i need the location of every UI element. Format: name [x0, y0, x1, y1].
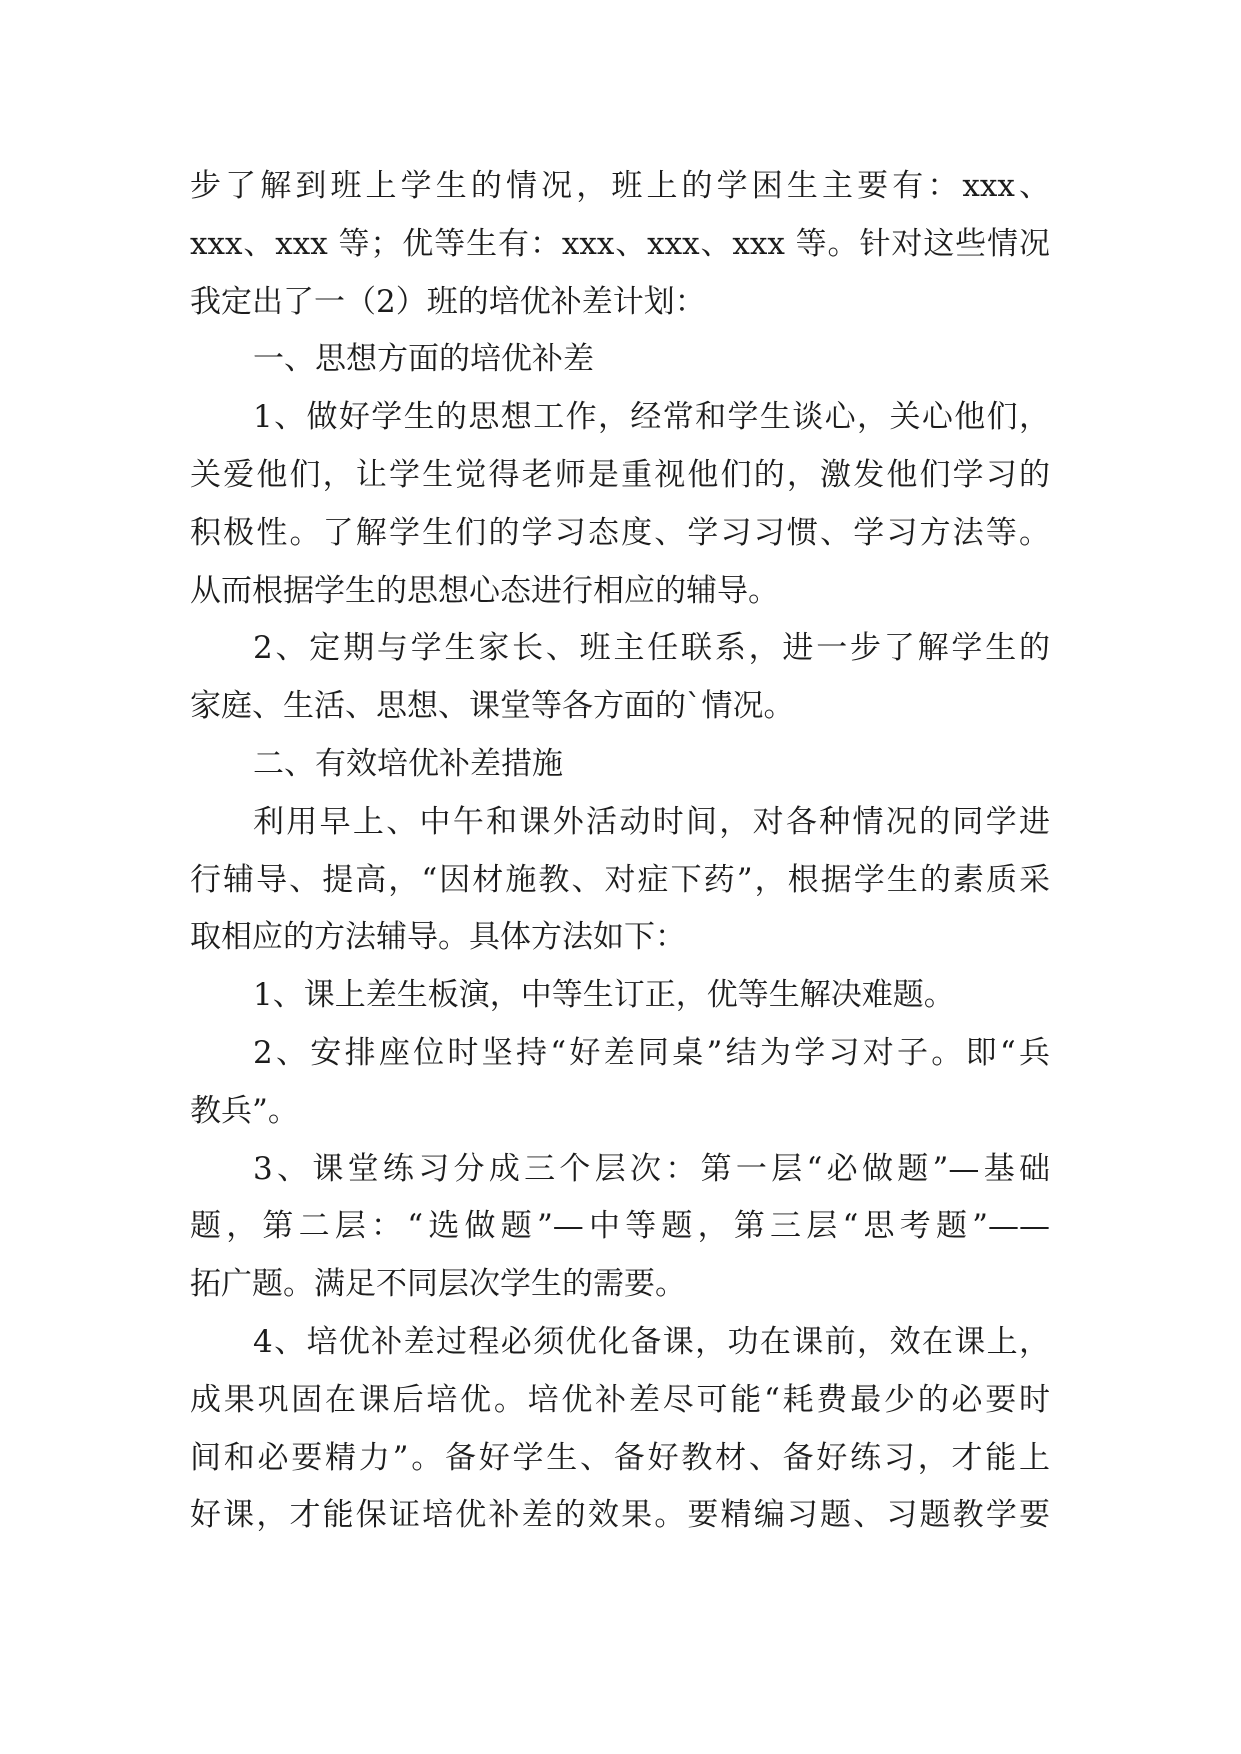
- text-line: 教兵”。: [190, 1092, 299, 1129]
- text-line: 4、培优补差过程必须优化备课，功在课前，效在课上，: [253, 1323, 1050, 1360]
- text-line: 拓广题。满足不同层次学生的需要。: [190, 1266, 686, 1303]
- text-line: 我定出了一（2）班的培优补差计划：: [190, 283, 706, 320]
- text-line: 题，第二层：“选做题”—中等题，第三层“思考题”——: [190, 1208, 1050, 1245]
- text-line: 成果巩固在课后培优。培优补差尽可能“耗费最少的必要时: [190, 1381, 1050, 1418]
- text-line: 积极性。了解学生们的学习态度、学习习惯、学习方法等。: [190, 514, 1050, 551]
- body-text: [190, 158, 1050, 1545]
- text-line: 好课，才能保证培优补差的效果。要精编习题、习题教学要: [190, 1497, 1050, 1534]
- section-heading: 一、思想方面的培优补差: [253, 341, 594, 378]
- text-line: 3、课堂练习分成三个层次：第一层“必做题”—基础: [253, 1150, 1050, 1187]
- text-line: 关爱他们，让学生觉得老师是重视他们的，激发他们学习的: [190, 456, 1050, 493]
- text-line: 从而根据学生的思想心态进行相应的辅导。: [190, 572, 779, 609]
- text-line: 取相应的方法辅导。具体方法如下：: [190, 919, 686, 956]
- text-line: 步了解到班上学生的情况，班上的学困生主要有：xxx、: [190, 168, 1050, 204]
- text-line: xxx、xxx 等；优等生有：xxx、xxx、xxx 等。针对这些情况: [190, 225, 1050, 262]
- text-line: 1、做好学生的思想工作，经常和学生谈心，关心他们，: [253, 399, 1050, 436]
- section-heading: 二、有效培优补差措施: [253, 745, 563, 782]
- text-line: 家庭、生活、思想、课堂等各方面的`情况。: [190, 688, 795, 725]
- text-line: 2、定期与学生家长、班主任联系，进一步了解学生的: [253, 630, 1050, 667]
- text-line: 利用早上、中午和课外活动时间，对各种情况的同学进: [253, 803, 1050, 840]
- text-line: 2、安排座位时坚持“好差同桌”结为学习对子。即“兵: [253, 1034, 1050, 1071]
- text-line: 行辅导、提高，“因材施教、对症下药”，根据学生的素质采: [190, 861, 1050, 898]
- text-line: 间和必要精力”。备好学生、备好教材、备好练习，才能上: [190, 1439, 1050, 1476]
- text-line: 1、课上差生板演，中等生订正，优等生解决难题。: [253, 977, 955, 1014]
